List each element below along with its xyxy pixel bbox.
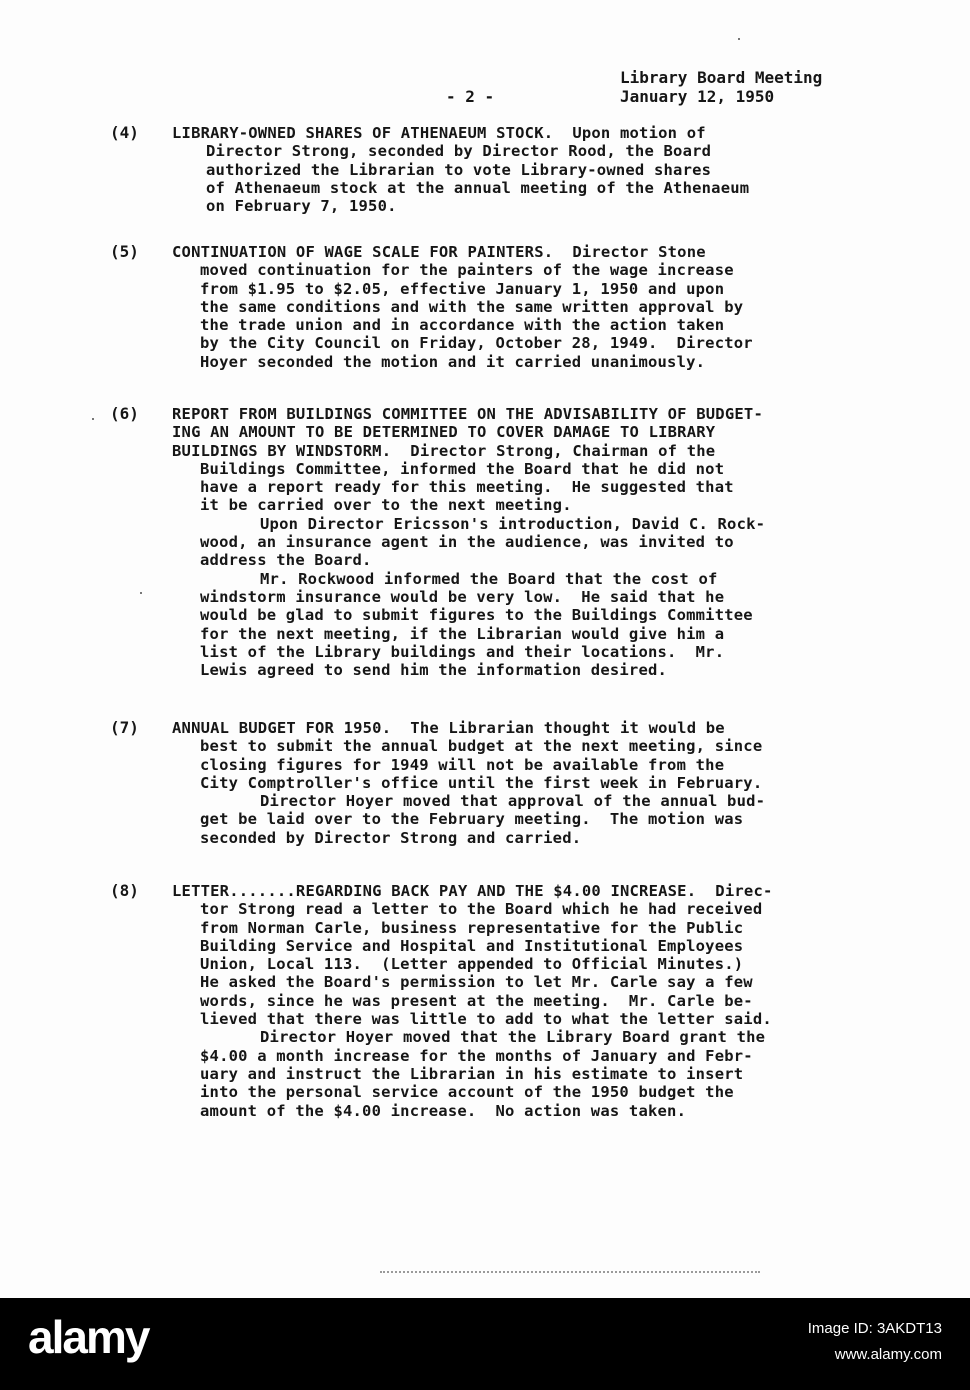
item-line: Director Strong, seconded by Director Rood, the Board: [206, 142, 712, 161]
scan-speck: [92, 418, 94, 420]
item-line: ANNUAL BUDGET FOR 1950. The Librarian thought it would be: [172, 719, 725, 737]
item-number: (5): [110, 242, 139, 261]
item-line: Building Service and Hospital and Institutional Employees: [200, 936, 744, 955]
brand-logo: alamy: [28, 1311, 149, 1363]
item-line: REPORT FROM BUILDINGS COMMITTEE ON THE ADVISABILITY OF BUDGET-: [172, 405, 763, 423]
item-line: seconded by Director Strong and carried.: [200, 828, 582, 847]
item-line: list of the Library buildings and their locations. Mr.: [200, 642, 725, 661]
item-line: Director Hoyer moved that the Library Board grant the: [260, 1028, 766, 1047]
item-line: Union, Local 113. (Letter appended to Official Minutes.): [200, 955, 744, 974]
item-line: City Comptroller's office until the first week in February.: [200, 773, 763, 792]
item-line: from $1.95 to $2.05, effective January 1, 1950 and upon: [200, 279, 725, 298]
item-line: wood, an insurance agent in the audience, was invited to: [200, 533, 734, 552]
item-line: for the next meeting, if the Librarian would give him a: [200, 624, 725, 643]
item-line: closing figures for 1949 will not be available from the: [200, 755, 725, 774]
scan-speck: [738, 38, 740, 40]
minutes-item-6: [110, 405, 910, 679]
scan-speck: [140, 592, 142, 594]
image-id-label: Image ID: 3AKDT13: [807, 1320, 942, 1337]
meeting-header: [620, 68, 822, 106]
item-line: the same conditions and with the same written approval by: [200, 297, 744, 316]
item-line: moved continuation for the painters of the wage increase: [200, 261, 734, 280]
item-line: CONTINUATION OF WAGE SCALE FOR PAINTERS. Director Stone: [172, 243, 706, 261]
watermark-footer: [0, 1298, 970, 1390]
item-line: into the personal service account of the 1950 budget the: [200, 1083, 734, 1102]
item-line: best to submit the annual budget at the next meeting, since: [200, 737, 763, 756]
item-line: LETTER.......REGARDING BACK PAY AND THE $4.00 INCREASE. Direc-: [172, 882, 773, 900]
item-line: authorized the Librarian to vote Library-owned shares: [206, 160, 712, 179]
item-line: amount of the $4.00 increase. No action was taken.: [200, 1101, 687, 1120]
item-line: lieved that there was little to add to what the letter said.: [200, 1010, 772, 1029]
brand-url: www.alamy.com: [834, 1346, 942, 1363]
item-line: Lewis agreed to send him the information desired.: [200, 661, 668, 680]
minutes-item-5: [110, 243, 910, 371]
item-line: by the City Council on Friday, October 28, 1949. Director: [200, 334, 753, 353]
item-number: (8): [110, 881, 139, 900]
item-line: uary and instruct the Librarian in his estimate to insert: [200, 1064, 744, 1083]
item-line: words, since he was present at the meeting. Mr. Carle be-: [200, 991, 753, 1010]
minutes-item-4: [110, 124, 910, 215]
minutes-item-7: [110, 719, 910, 847]
item-number: (4): [110, 123, 139, 142]
item-line: tor Strong read a letter to the Board which he had received: [200, 900, 763, 919]
item-number: (6): [110, 404, 139, 423]
item-line: He asked the Board's permission to let Mr. Carle say a few: [200, 973, 753, 992]
meeting-date: January 12, 1950: [620, 87, 775, 106]
item-line: on February 7, 1950.: [206, 197, 397, 216]
item-line: LIBRARY-OWNED SHARES OF ATHENAEUM STOCK. Upon motion of: [172, 124, 706, 142]
item-line: address the Board.: [200, 551, 372, 570]
item-line: of Athenaeum stock at the annual meeting of the Athenaeum: [206, 178, 750, 197]
item-line: Hoyer seconded the motion and it carried unanimously.: [200, 352, 706, 371]
item-line: get be laid over to the February meeting. The motion was: [200, 810, 744, 829]
scan-artifact-line: [380, 1271, 760, 1275]
item-line: Director Hoyer moved that approval of the annual bud-: [260, 792, 766, 811]
item-line: from Norman Carle, business representative for the Public: [200, 918, 744, 937]
item-line: ING AN AMOUNT TO BE DETERMINED TO COVER DAMAGE TO LIBRARY: [172, 423, 716, 442]
item-line: Upon Director Ericsson's introduction, David C. Rock-: [260, 514, 766, 533]
item-line: have a report ready for this meeting. He suggested that: [200, 478, 734, 497]
minutes-item-8: [110, 882, 910, 1120]
page-number: - 2 -: [446, 87, 495, 106]
item-line: the trade union and in accordance with the action taken: [200, 316, 725, 335]
item-line: $4.00 a month increase for the months of January and Febr-: [200, 1046, 753, 1065]
item-line: BUILDINGS BY WINDSTORM. Director Strong, Chairman of the: [172, 441, 716, 460]
item-line: would be glad to submit figures to the Buildings Committee: [200, 606, 753, 625]
item-line: Buildings Committee, informed the Board that he did not: [200, 459, 725, 478]
item-line: windstorm insurance would be very low. He said that he: [200, 587, 725, 606]
item-line: it be carried over to the next meeting.: [200, 496, 572, 515]
item-number: (7): [110, 718, 139, 737]
meeting-title: Library Board Meeting: [620, 68, 823, 87]
item-line: Mr. Rockwood informed the Board that the cost of: [260, 569, 718, 588]
